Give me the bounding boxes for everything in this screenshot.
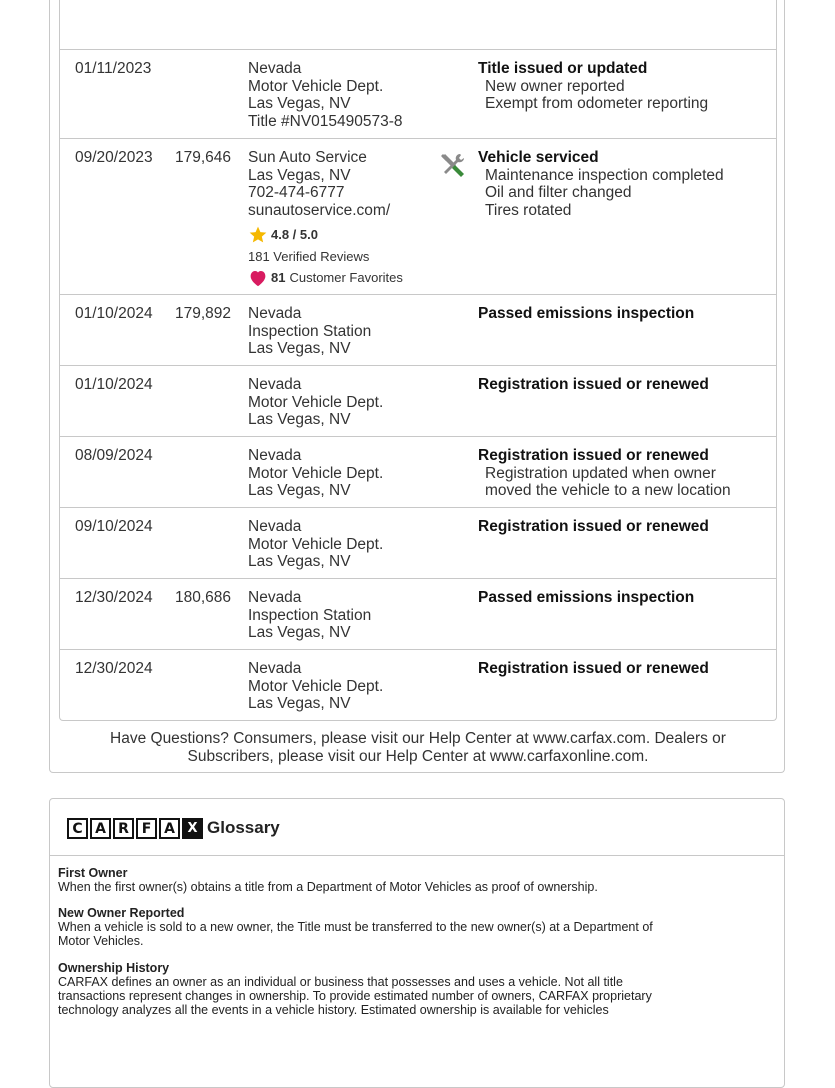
- record-date: 09/10/2024: [75, 518, 153, 535]
- reviews-link[interactable]: 181 Verified Reviews: [248, 249, 370, 264]
- record-detail: New owner reported: [485, 77, 625, 95]
- record-detail: Exempt from odometer reporting: [485, 95, 709, 112]
- record-title: Passed emissions inspection: [478, 589, 695, 606]
- glossary-definition: transactions represent changes in ownership. To provide estimated number of owners, CARFAX proprietary: [58, 989, 652, 1003]
- record-row: [60, 508, 776, 578]
- record-title: Vehicle serviced: [478, 149, 599, 166]
- glossary-term: New Owner Reported: [58, 906, 185, 920]
- record-date: 12/30/2024: [75, 589, 153, 606]
- favorites-label: Customer Favorites: [289, 269, 403, 285]
- favorites-count: 81: [271, 269, 286, 285]
- customer-favorites: [248, 269, 403, 287]
- record-date: 01/11/2023: [75, 60, 152, 77]
- record-title: Registration issued or renewed: [478, 660, 709, 677]
- record-comments: [478, 149, 724, 219]
- record-title: Passed emissions inspection: [478, 305, 695, 322]
- glossary-title: Glossary: [207, 818, 280, 837]
- glossary-entry: [58, 906, 758, 948]
- source-line: Motor Vehicle Dept.: [248, 393, 384, 411]
- source-line: Las Vegas, NV: [248, 411, 351, 428]
- glossary-definition: Motor Vehicles.: [58, 934, 144, 948]
- record-row: [60, 579, 776, 649]
- record-comments: [478, 60, 708, 113]
- service-wrench-icon: [438, 151, 466, 179]
- source-line: Nevada: [248, 589, 302, 606]
- logo-letter: A: [159, 818, 180, 839]
- source-line: Motor Vehicle Dept.: [248, 77, 384, 95]
- source-line: Las Vegas, NV: [248, 553, 351, 570]
- carfax-logo: [67, 818, 205, 839]
- record-date: 12/30/2024: [75, 660, 153, 677]
- record-row: [60, 437, 776, 507]
- glossary-term: First Owner: [58, 866, 128, 880]
- record-source: [248, 149, 403, 287]
- source-line: Title #NV015490573-8: [248, 112, 403, 130]
- record-detail: Maintenance inspection completed: [485, 166, 724, 184]
- record-title: Registration issued or renewed: [478, 518, 709, 535]
- record-row: [60, 366, 776, 436]
- source-line: Nevada: [248, 518, 302, 535]
- record-row: [60, 139, 776, 294]
- source-line: Motor Vehicle Dept.: [248, 535, 384, 553]
- glossary-entry: [58, 866, 758, 894]
- help-line: Have Questions? Consumers, please visit our Help Center at www.carfax.com. Dealers or: [110, 730, 726, 747]
- record-row: [60, 295, 776, 365]
- record-detail: Registration updated when owner: [485, 464, 716, 482]
- record-detail: moved the vehicle to a new location: [485, 482, 731, 499]
- record-title: Title issued or updated: [478, 60, 648, 77]
- source-line: Inspection Station: [248, 322, 372, 340]
- source-line: Motor Vehicle Dept.: [248, 677, 384, 695]
- record-date: 01/10/2024: [75, 376, 153, 393]
- glossary-definition: When a vehicle is sold to a new owner, the Title must be transferred to the new owner(s) at a Department of: [58, 920, 653, 934]
- heart-icon: [248, 269, 268, 287]
- source-line: Las Vegas, NV: [248, 95, 351, 112]
- record-comments: [478, 518, 709, 536]
- help-text: [60, 730, 776, 766]
- record-row: [60, 650, 776, 720]
- help-line: Subscribers, please visit our Help Center at www.carfaxonline.com.: [187, 748, 649, 765]
- record-source: [248, 660, 383, 713]
- record-source: [248, 376, 383, 429]
- glossary-definition: technology analyzes all the events in a vehicle history. Estimated ownership is available for vehicles: [58, 1003, 609, 1017]
- source-line: Nevada: [248, 660, 302, 677]
- source-line: 702-474-6777: [248, 184, 345, 201]
- record-source: [248, 447, 383, 500]
- record-source: [248, 518, 383, 571]
- source-line: Nevada: [248, 376, 302, 393]
- source-line: Nevada: [248, 447, 302, 464]
- record-source: [248, 60, 403, 130]
- record-source: [248, 589, 371, 642]
- record-date: 08/09/2024: [75, 447, 153, 464]
- record-source: [248, 305, 371, 358]
- star-icon: [248, 225, 268, 245]
- logo-letter: R: [113, 818, 134, 839]
- record-row: [60, 50, 776, 138]
- record-odometer: 179,646: [175, 149, 232, 166]
- source-line: Sun Auto Service: [248, 149, 367, 166]
- record-date: 09/20/2023: [75, 149, 153, 166]
- rating-value: 4.8 / 5.0: [271, 227, 318, 243]
- record-odometer: 180,686: [175, 589, 232, 606]
- record-odometer: 179,892: [175, 305, 232, 322]
- record-comments: [478, 589, 694, 607]
- record-date: 01/10/2024: [75, 305, 153, 322]
- record-title: Registration issued or renewed: [478, 376, 709, 393]
- source-line: sunautoservice.com/: [248, 201, 391, 219]
- logo-letter: A: [90, 818, 111, 839]
- rating: [248, 225, 403, 245]
- source-line: Las Vegas, NV: [248, 695, 351, 712]
- glossary-entry: [58, 961, 758, 1017]
- source-line: Motor Vehicle Dept.: [248, 464, 384, 482]
- glossary-definition: When the first owner(s) obtains a title from a Department of Motor Vehicles as proof of ownership.: [58, 880, 598, 894]
- glossary-term: Ownership History: [58, 961, 170, 975]
- logo-letter: F: [136, 818, 157, 839]
- source-line: Las Vegas, NV: [248, 482, 351, 499]
- source-line: Inspection Station: [248, 606, 372, 624]
- record-comments: [478, 660, 709, 678]
- record-comments: [478, 447, 731, 500]
- source-line: Nevada: [248, 305, 302, 322]
- record-comments: [478, 305, 694, 323]
- source-line: Las Vegas, NV: [248, 166, 351, 184]
- glossary-definition: CARFAX defines an owner as an individual or business that possesses and uses a vehicle. Not all title: [58, 975, 623, 989]
- record-detail: Oil and filter changed: [485, 184, 632, 201]
- source-line: Las Vegas, NV: [248, 624, 351, 641]
- record-detail: Tires rotated: [485, 201, 572, 219]
- record-comments: [478, 376, 709, 394]
- source-line: Nevada: [248, 60, 302, 77]
- logo-letter: X: [182, 818, 203, 839]
- source-line: Las Vegas, NV: [248, 340, 351, 357]
- logo-letter: C: [67, 818, 88, 839]
- record-title: Registration issued or renewed: [478, 447, 709, 464]
